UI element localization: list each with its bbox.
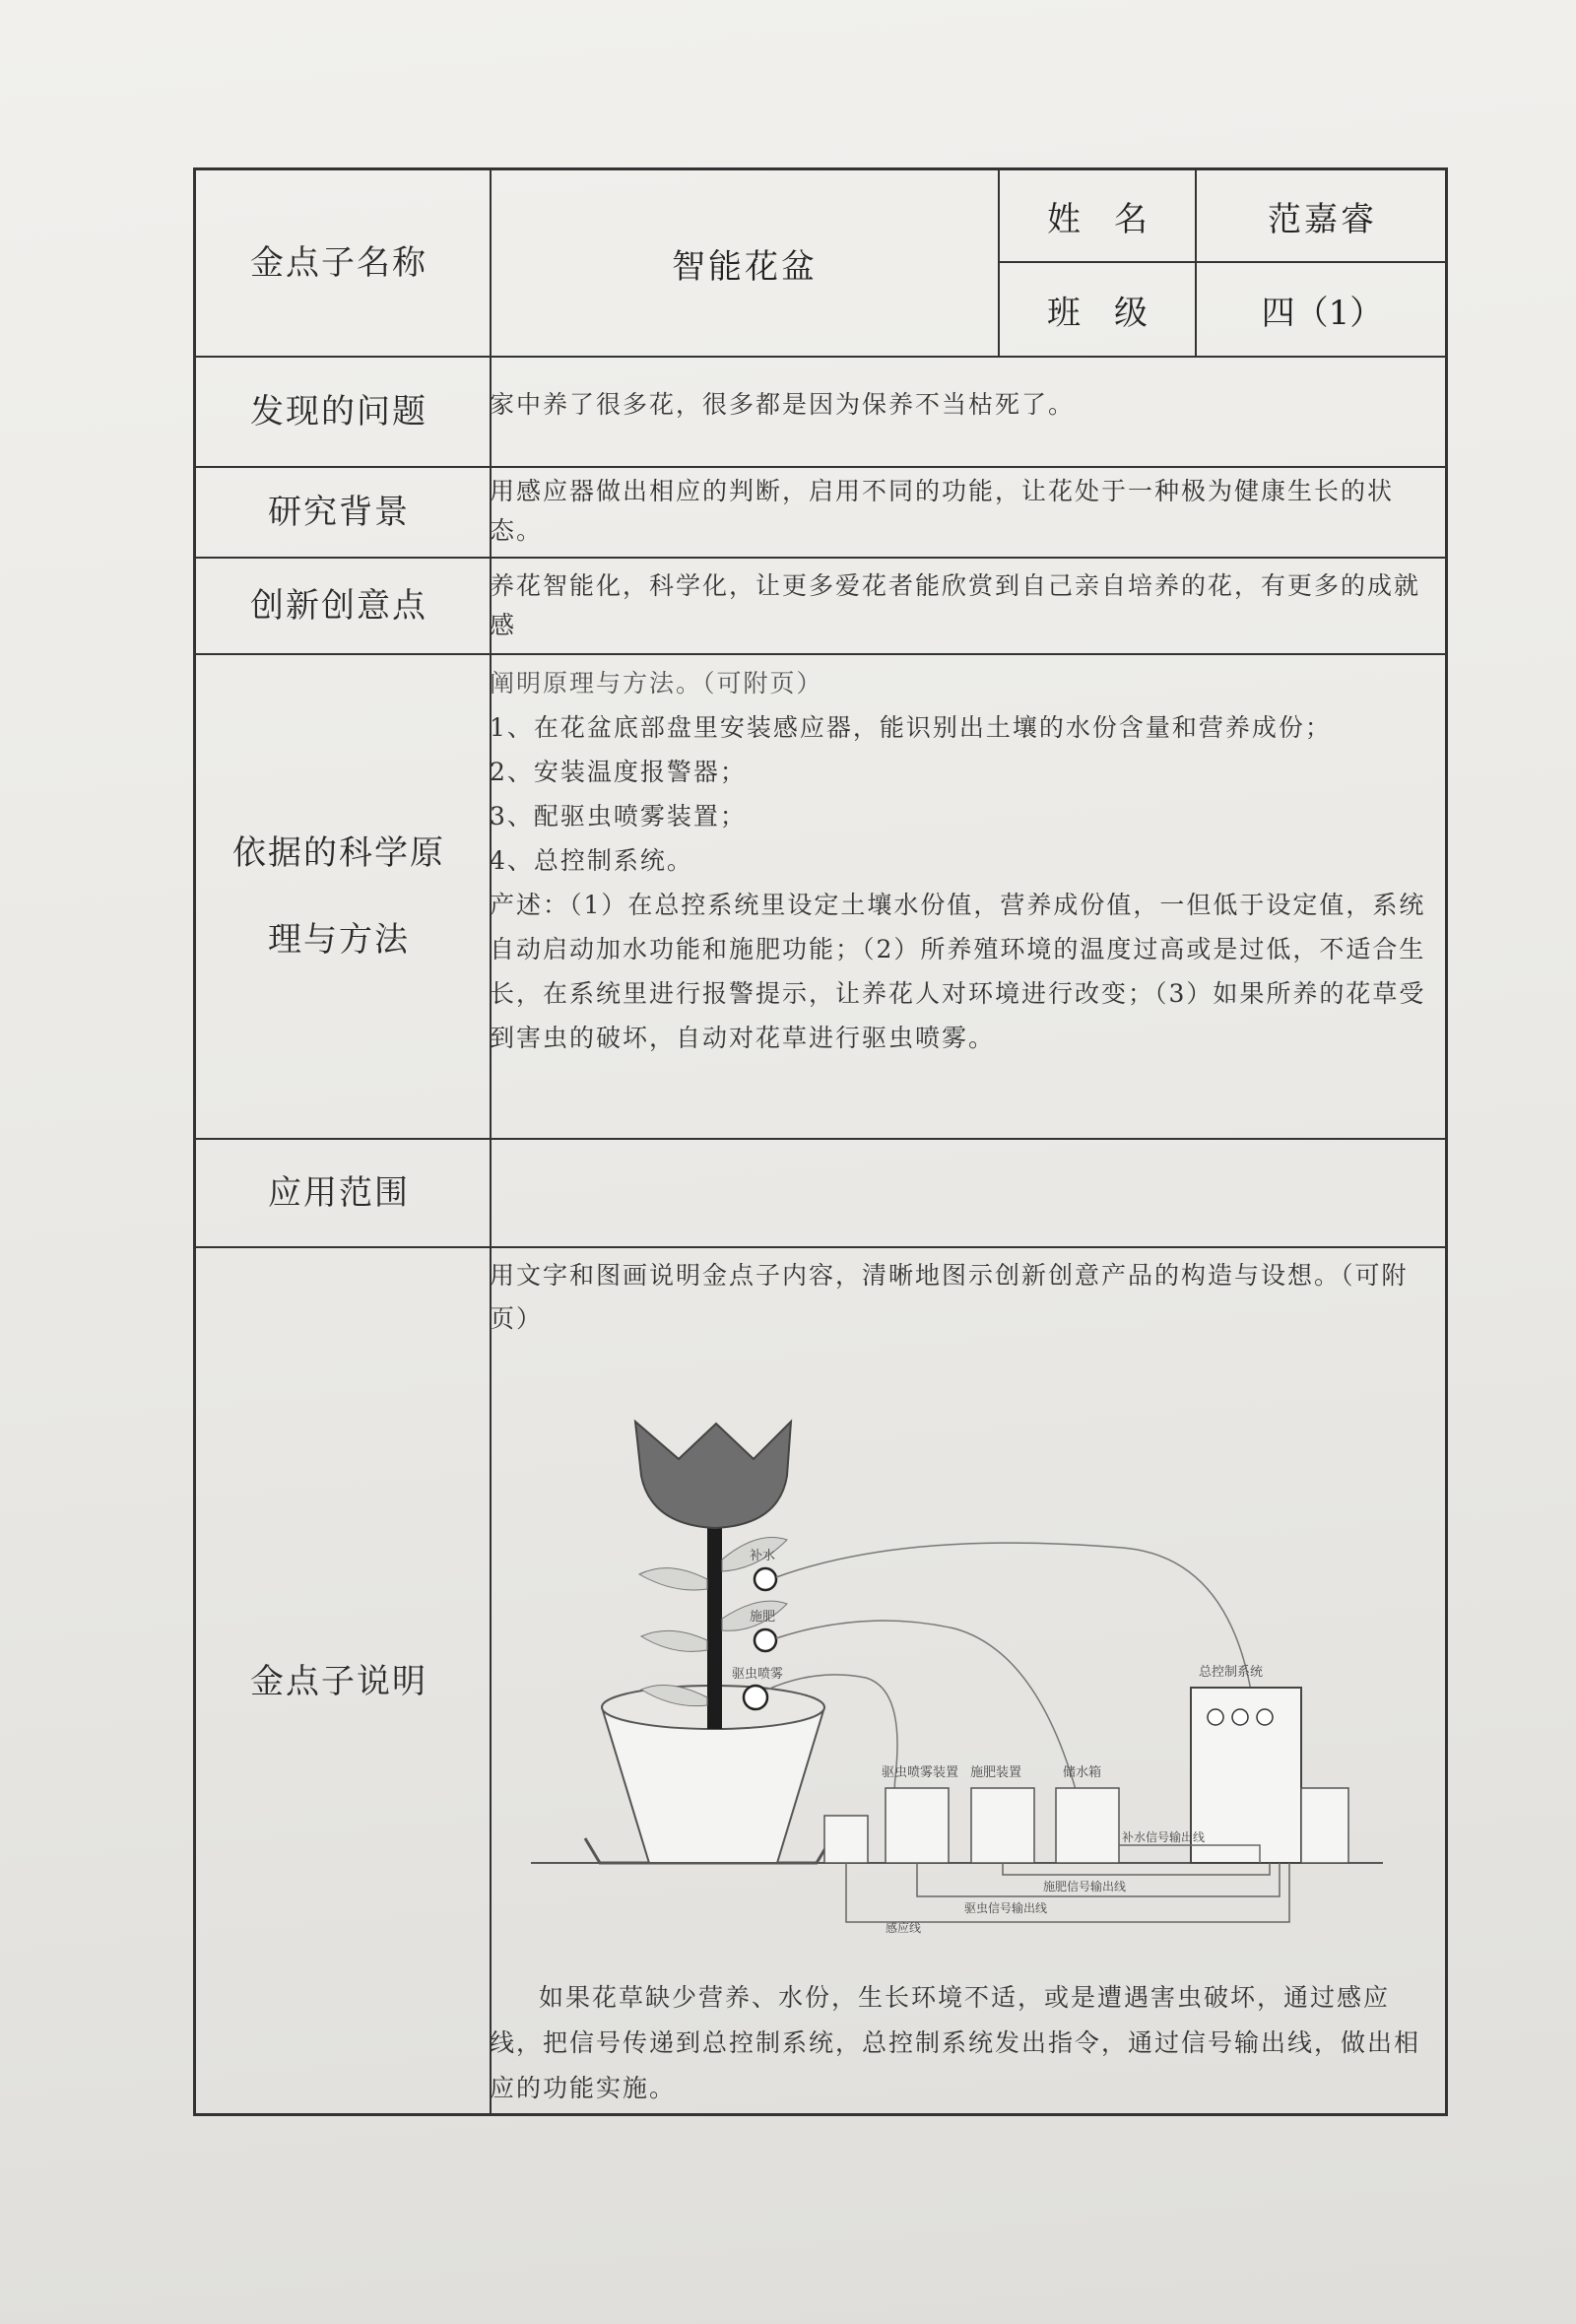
principle-content (490, 661, 1435, 1060)
principle-label (196, 655, 482, 1138)
leaf (639, 1568, 707, 1590)
fertilize-sensor-icon (755, 1629, 776, 1651)
fertilizer-device-label: 施肥装置 (970, 1765, 1022, 1780)
innovation-text: 养花智能化，科学化，让更多爱花者能欣赏到自己亲自培养的花，有更多的成就感 (490, 571, 1421, 639)
background-label: 研究背景 (268, 493, 410, 532)
sensor-line-label: 感应线 (886, 1921, 922, 1934)
fertilize-sensor-label: 施肥 (750, 1610, 776, 1625)
principle-item-3: 3、配驱虫喷雾装置； (490, 802, 747, 830)
explanation-hint: 用文字和图画说明金点子内容，清晰地图示创新创意产品的构造与设想。（可附页） (490, 1261, 1409, 1333)
fertilize-signal-label: 施肥信号输出线 (1043, 1880, 1127, 1893)
flower-stem (707, 1520, 722, 1729)
water-sensor-label: 补水 (750, 1549, 776, 1563)
water-sensor-icon (755, 1568, 776, 1590)
spray-device-label: 驱虫喷雾装置 (882, 1765, 959, 1780)
class-value: 四（1） (1261, 293, 1384, 333)
control-indicator-icon (1257, 1709, 1273, 1725)
student-name-value: 范嘉睿 (1268, 199, 1377, 239)
fertilizer-device-box (971, 1788, 1034, 1863)
pest-sensor-icon (744, 1686, 767, 1709)
application-label: 应用范围 (268, 1173, 410, 1213)
water-sensor-wire (776, 1543, 1259, 1826)
tray-sensor-box (824, 1816, 868, 1863)
principle-item-2: 2、安装温度报警器； (490, 758, 747, 786)
water-tank-box (1056, 1788, 1119, 1863)
student-name-label: 姓 名 (1047, 199, 1148, 239)
fertilize-signal-line (1003, 1863, 1270, 1875)
control-side-box (1301, 1788, 1348, 1863)
problem-text: 家中养了很多花，很多都是因为保养不当枯死了。 (490, 390, 1076, 419)
explanation-summary: 如果花草缺少营养、水份，生长环境不适，或是遭遇害虫破坏，通过感应线，把信号传递到总控制系统，总控制系统发出指令，通过信号输出线，做出相应的功能实施。 (490, 1983, 1421, 2102)
explanation-label: 金点子说明 (250, 1662, 427, 1701)
idea-form-table (193, 167, 1448, 2116)
principle-explanation: 产述：（1）在总控系统里设定土壤水份值，营养成份值，一但低于设定值，系统自动启动加水功能和施肥功能；（2）所养殖环境的温度过高或是过低，不适合生长，在系统里进行报警提示，让养花人对环境进行改变；（3）如果所养的花草受到害虫的破坏，自动对花草进行驱虫喷雾。 (490, 891, 1426, 1052)
principle-label-line2: 理与方法 (268, 920, 410, 960)
principle-hint: 阐明原理与方法。（可附页） (490, 669, 823, 697)
spray-signal-label: 驱虫信号输出线 (964, 1901, 1048, 1915)
control-system-label: 总控制系统 (1199, 1665, 1264, 1680)
principle-label-line1: 依据的科学原 (232, 833, 445, 873)
leaf (641, 1630, 707, 1651)
flower-head (635, 1422, 791, 1528)
class-label: 班 级 (1047, 293, 1148, 333)
pest-sensor-label: 驱虫喷雾 (732, 1667, 784, 1682)
idea-name-value: 智能花盆 (672, 246, 818, 287)
problem-label: 发现的问题 (250, 392, 427, 432)
background-text: 用感应器做出相应的判断，启用不同的功能，让花处于一种极为健康生长的状态。 (490, 477, 1395, 545)
innovation-label: 创新创意点 (250, 586, 427, 626)
flower-pot (602, 1707, 824, 1863)
control-indicator-icon (1232, 1709, 1248, 1725)
idea-name-label: 金点子名称 (250, 243, 427, 283)
principle-item-4: 4、总控制系统。 (490, 846, 693, 875)
smart-flowerpot-diagram (492, 1382, 1437, 1934)
principle-item-1: 1、在花盆底部盘里安装感应器，能识别出土壤的水份含量和营养成份； (490, 713, 1332, 742)
control-indicator-icon (1208, 1709, 1223, 1725)
water-signal-label: 补水信号输出线 (1122, 1830, 1206, 1844)
water-tank-label: 储水箱 (1063, 1765, 1102, 1780)
spray-device-box (886, 1788, 949, 1863)
